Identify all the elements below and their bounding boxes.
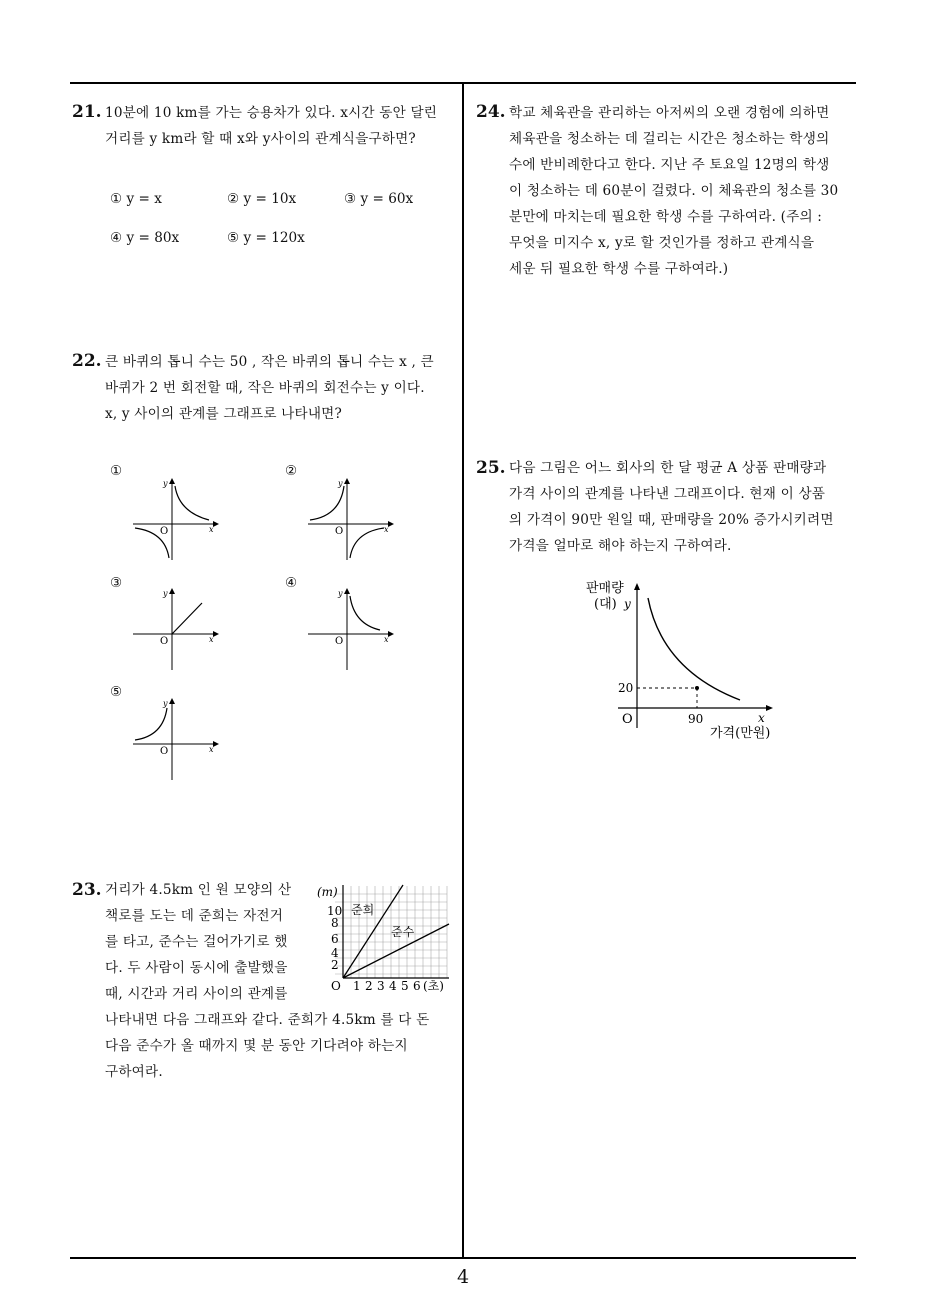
x-tick-label: 5 xyxy=(401,979,409,993)
x-axis-label: x xyxy=(384,635,389,644)
y-axis-unit: (대) xyxy=(594,597,617,612)
question-number: 21. xyxy=(72,102,102,122)
question-text-line: 다음 그림은 어느 회사의 한 달 평균 A 상품 판매량과 xyxy=(509,460,827,476)
question-text-line: 이 청소하는 데 60분이 걸렸다. 이 체육관의 청소를 30 xyxy=(509,183,839,199)
origin-label: O xyxy=(331,979,341,993)
page-number: 4 xyxy=(456,1266,470,1288)
answer-option-1[interactable]: ① y = x xyxy=(110,191,162,207)
answer-option-5[interactable]: ⑤ xyxy=(110,684,123,700)
column-divider xyxy=(462,82,464,1258)
question-text-line: 가격을 얼마로 해야 하는지 구하여라. xyxy=(509,538,732,554)
y-axis-label: y xyxy=(338,479,343,488)
y-axis-label: y xyxy=(163,479,168,488)
question-text-line: 를 타고, 준수는 걸어가기로 했 xyxy=(105,934,288,950)
question-text-line: 큰 바퀴의 톱니 수는 50 , 작은 바퀴의 톱니 수는 x , 큰 xyxy=(105,354,434,370)
origin-label: O xyxy=(160,526,169,537)
question-text-line: 학교 체육관을 관리하는 아저씨의 오랜 경험에 의하면 xyxy=(509,105,830,121)
answer-option-2[interactable]: ② xyxy=(285,463,298,479)
y-tick-label: 10 xyxy=(327,904,343,918)
question-text-line: 구하여라. xyxy=(105,1064,163,1080)
x-unit-label: (초) xyxy=(423,979,444,993)
inverse-curve xyxy=(648,598,740,700)
question-text-line: 수에 반비례한다고 한다. 지난 주 토요일 12명의 학생 xyxy=(509,157,830,173)
x-axis-label: x xyxy=(209,635,214,644)
y-axis-label: y xyxy=(163,589,168,598)
question-text-line: 책로를 도는 데 준희는 자전거 xyxy=(105,908,284,924)
x-axis-label: x xyxy=(384,525,389,534)
answer-option-2[interactable]: ② y = 10x xyxy=(227,191,297,207)
origin-label: O xyxy=(160,636,169,647)
x-tick-label: 1 xyxy=(353,979,361,993)
x-axis-label: x xyxy=(209,745,214,754)
bottom-rule xyxy=(70,1257,856,1259)
series-label-junhee: 준희 xyxy=(351,903,375,917)
question-text-line: 분만에 마치는데 필요한 학생 수를 구하여라. (주의 : xyxy=(509,209,823,225)
y-axis-label: y xyxy=(624,597,631,611)
answer-option-1[interactable]: ① xyxy=(110,463,123,479)
y-axis-label: y xyxy=(163,699,168,708)
question-text-line: 다음 준수가 올 때까지 몇 분 동안 기다려야 하는지 xyxy=(105,1038,408,1054)
x-tick-label: 3 xyxy=(377,979,385,993)
question-text-line: 세운 뒤 필요한 학생 수를 구하여라.) xyxy=(509,261,729,277)
y-tick-label: 2 xyxy=(331,958,339,972)
x-tick-label: 4 xyxy=(389,979,397,993)
question-number: 22. xyxy=(72,351,102,371)
question-number: 23. xyxy=(72,880,102,900)
y-axis-label: y xyxy=(338,589,343,598)
y-mark-label: 20 xyxy=(618,681,634,695)
distance-time-graph xyxy=(313,880,458,995)
y-tick-label: 6 xyxy=(331,932,339,946)
answer-option-4[interactable]: ④ xyxy=(285,575,298,591)
origin-label: O xyxy=(160,746,169,757)
question-text-line: 의 가격이 90만 원일 때, 판매량을 20% 증가시키려면 xyxy=(509,512,834,528)
y-unit-label: (m) xyxy=(317,885,338,899)
y-tick-label: 4 xyxy=(331,946,339,960)
question-text-line: 가격 사이의 관계를 나타낸 그래프이다. 현재 이 상품 xyxy=(509,486,826,502)
answer-option-5[interactable]: ⑤ y = 120x xyxy=(227,230,305,246)
x-mark-label: 90 xyxy=(688,712,704,726)
question-text-line: x, y 사이의 관계를 그래프로 나타내면? xyxy=(105,406,343,422)
option-1-graph xyxy=(125,474,225,564)
question-text-line: 무엇을 미지수 x, y로 할 것인가를 정하고 관계식을 xyxy=(509,235,815,251)
sales-price-graph xyxy=(580,578,800,743)
point-marker xyxy=(695,686,699,690)
question-text-line: 거리를 y km라 할 때 x와 y사이의 관계식을구하면? xyxy=(105,131,416,147)
answer-option-3[interactable]: ③ y = 60x xyxy=(344,191,414,207)
origin-label: O xyxy=(622,712,633,727)
x-axis-title: 가격(만원) xyxy=(710,726,771,741)
option-5-graph xyxy=(125,694,225,784)
question-text-line: 거리가 4.5km 인 원 모양의 산 xyxy=(105,882,292,898)
question-text-line: 바퀴가 2 번 회전할 때, 작은 바퀴의 회전수는 y 이다. xyxy=(105,380,425,396)
x-axis-label: x xyxy=(209,525,214,534)
option-4-graph xyxy=(300,584,400,674)
question-text-line: 때, 시간과 거리 사이의 관계를 xyxy=(105,986,288,1002)
question-number: 24. xyxy=(476,102,506,122)
question-number: 25. xyxy=(476,458,506,478)
question-text-line: 10분에 10 km를 가는 승용차가 있다. x시간 동안 달린 xyxy=(105,105,438,121)
origin-label: O xyxy=(335,636,344,647)
series-label-junsu: 준수 xyxy=(391,925,415,939)
x-tick-label: 6 xyxy=(413,979,421,993)
option-2-graph xyxy=(300,474,400,564)
answer-option-3[interactable]: ③ xyxy=(110,575,123,591)
question-text-line: 나타내면 다음 그래프와 같다. 준희가 4.5km 를 다 돈 xyxy=(105,1012,430,1028)
answer-option-4[interactable]: ④ y = 80x xyxy=(110,230,180,246)
question-text-line: 다. 두 사람이 동시에 출발했을 xyxy=(105,960,288,976)
y-tick-label: 8 xyxy=(331,916,339,930)
option-3-graph xyxy=(125,584,225,674)
question-text-line: 체육관을 청소하는 데 걸리는 시간은 청소하는 학생의 xyxy=(509,131,830,147)
y-axis-title: 판매량 xyxy=(586,581,624,596)
x-tick-label: 2 xyxy=(365,979,373,993)
x-axis-label: x xyxy=(758,711,765,725)
origin-label: O xyxy=(335,526,344,537)
